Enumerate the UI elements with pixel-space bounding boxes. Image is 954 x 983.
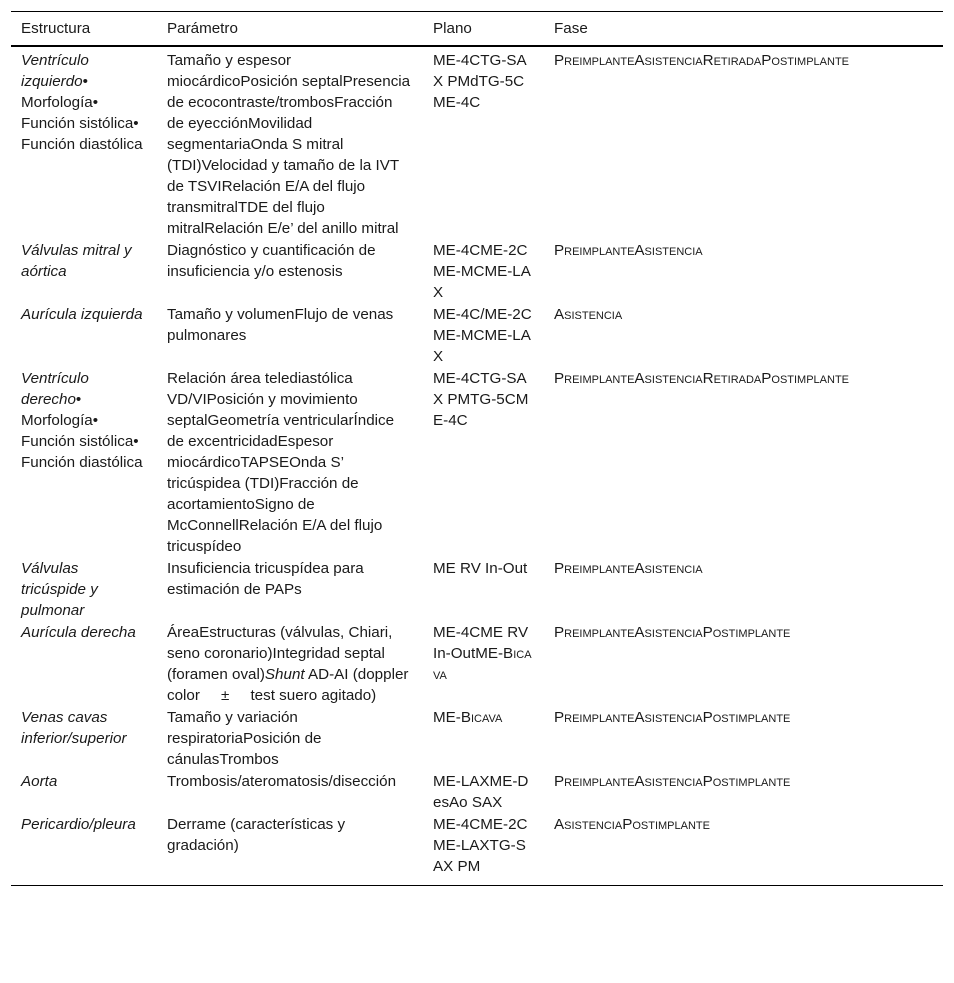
plano-text: ME-4CME-2CME-LAXTG-SAX PM bbox=[433, 816, 528, 875]
plano-text: ME-4CME-2CME-MCME-LAX bbox=[433, 242, 531, 301]
estructura-subitems: • Morfología• Función sistólica• Función diastólica bbox=[21, 73, 143, 153]
table-row bbox=[11, 303, 943, 367]
cell-plano bbox=[423, 557, 544, 621]
table-body bbox=[11, 46, 943, 886]
cell-estructura bbox=[11, 770, 157, 813]
table-container bbox=[11, 11, 943, 886]
estructura-name: Aorta bbox=[21, 773, 58, 790]
cell-estructura bbox=[11, 46, 157, 239]
echo-parameters-table bbox=[11, 11, 943, 886]
cell-fase: PreimplanteAsistenciaRetiradaPostimplante bbox=[554, 370, 850, 387]
parametro-text: AD-AI (doppler color ± test suero agitado) bbox=[167, 666, 409, 704]
cell-estructura bbox=[11, 367, 157, 557]
cell-parametro bbox=[157, 770, 423, 813]
cell-parametro bbox=[157, 367, 423, 557]
table-row bbox=[11, 239, 943, 303]
cell-fase: PreimplanteAsistenciaPostimplante bbox=[554, 773, 791, 790]
estructura-name: Ventrículo derecho bbox=[21, 370, 89, 408]
estructura-name: Válvulas mitral y aórtica bbox=[21, 242, 132, 280]
cell-parametro bbox=[157, 813, 423, 886]
header-fase: Fase bbox=[544, 12, 943, 47]
estructura-name: Aurícula izquierda bbox=[21, 306, 143, 323]
cell-fase: PreimplanteAsistenciaPostimplante bbox=[554, 709, 791, 726]
cell-estructura bbox=[11, 706, 157, 770]
parametro-text: Tamaño y variación respiratoriaPosición de cánulasTrombos bbox=[167, 709, 322, 768]
cell-parametro bbox=[157, 706, 423, 770]
plano-text: ME-4C/ME-2CME-MCME-LAX bbox=[433, 306, 532, 365]
plano-text: ME-4CTG-SAX PMdTG-5CME-4C bbox=[433, 52, 527, 111]
header-plano: Plano bbox=[423, 12, 544, 47]
cell-fase: PreimplanteAsistencia bbox=[554, 560, 703, 577]
plano-text: ME-LAXME-DesAo SAX bbox=[433, 773, 529, 811]
cell-fase: Asistencia bbox=[554, 306, 623, 323]
cell-parametro bbox=[157, 303, 423, 367]
cell-plano bbox=[423, 239, 544, 303]
parametro-text: Trombosis/ateromatosis/disección bbox=[167, 773, 397, 790]
plano-smallcaps: icava bbox=[470, 709, 503, 726]
cell-fase: AsistenciaPostimplante bbox=[544, 813, 943, 886]
estructura-name: Ventrículo izquierdo bbox=[21, 52, 89, 90]
cell-estructura bbox=[11, 303, 157, 367]
header-estructura: Estructura bbox=[11, 12, 157, 47]
cell-parametro bbox=[157, 557, 423, 621]
table-row bbox=[11, 813, 943, 886]
cell-estructura bbox=[11, 621, 157, 706]
estructura-name: Aurícula derecha bbox=[21, 624, 136, 641]
plano-text: ME-B bbox=[433, 709, 471, 726]
parametro-text: Diagnóstico y cuantificación de insuficiencia y/o estenosis bbox=[167, 242, 376, 280]
cell-estructura bbox=[11, 813, 157, 886]
estructura-subitems: • Morfología• Función sistólica• Función diastólica bbox=[21, 391, 143, 471]
parametro-text: Tamaño y volumenFlujo de venas pulmonares bbox=[167, 306, 394, 344]
parametro-text: Derrame (características y gradación) bbox=[167, 816, 346, 854]
plano-text: ME RV In-Out bbox=[433, 560, 528, 577]
plano-smallcaps: icava bbox=[433, 645, 532, 683]
table-row bbox=[11, 367, 943, 557]
parametro-text: Insuficiencia tricuspídea para estimación de PAPs bbox=[167, 560, 364, 598]
cell-estructura bbox=[11, 557, 157, 621]
cell-plano bbox=[423, 706, 544, 770]
estructura-name: Pericardio/pleura bbox=[21, 816, 136, 833]
cell-fase: PreimplanteAsistencia bbox=[554, 242, 703, 259]
parametro-text: ÁreaEstructuras (válvulas, Chiari, seno coronario)Integridad septal (foramen oval) bbox=[167, 624, 393, 683]
table-row bbox=[11, 706, 943, 770]
table-row bbox=[11, 46, 943, 239]
table-row bbox=[11, 770, 943, 813]
estructura-name: Válvulas tricúspide y pulmonar bbox=[21, 560, 98, 619]
cell-parametro bbox=[157, 239, 423, 303]
parametro-text: Relación área telediastólica VD/VIPosición y movimiento septalGeometría ventricularÍndice de excentricidadEspesor miocárdicoTAPSEOnda S’ tricúspidea (TDI)Fracción de acortamientoSigno de McConnellRelación E/A del flujo tricuspídeo bbox=[167, 370, 395, 555]
plano-text: ME-4CTG-SAX PMTG-5CME-4C bbox=[433, 370, 529, 429]
cell-plano bbox=[423, 367, 544, 557]
header-parametro: Parámetro bbox=[157, 12, 423, 47]
plano-text: ME-4CME RV In-OutME-B bbox=[433, 624, 529, 662]
cell-parametro bbox=[157, 621, 423, 706]
cell-plano bbox=[423, 770, 544, 813]
parametro-text: Shunt bbox=[264, 666, 305, 683]
estructura-name: Venas cavas inferior/superior bbox=[21, 709, 127, 747]
cell-plano bbox=[423, 46, 544, 239]
parametro-text: Tamaño y espesor miocárdicoPosición septalPresencia de ecocontraste/trombosFracción de eyecciónMovilidad segmentariaOnda S mitral (TDI)Velocidad y tamaño de la IVT de TSVIRelación E/A del flujo transmitralTDE del flujo mitralRelación E/e’ del anillo mitral bbox=[167, 52, 411, 237]
cell-fase: PreimplanteAsistenciaPostimplante bbox=[554, 624, 791, 641]
table-row bbox=[11, 557, 943, 621]
cell-plano bbox=[423, 813, 544, 886]
cell-parametro bbox=[157, 46, 423, 239]
cell-fase: PreimplanteAsistenciaRetiradaPostimplante bbox=[554, 52, 850, 69]
cell-plano bbox=[423, 621, 544, 706]
table-row bbox=[11, 621, 943, 706]
table-header-row bbox=[11, 12, 943, 47]
cell-estructura bbox=[11, 239, 157, 303]
cell-plano bbox=[423, 303, 544, 367]
